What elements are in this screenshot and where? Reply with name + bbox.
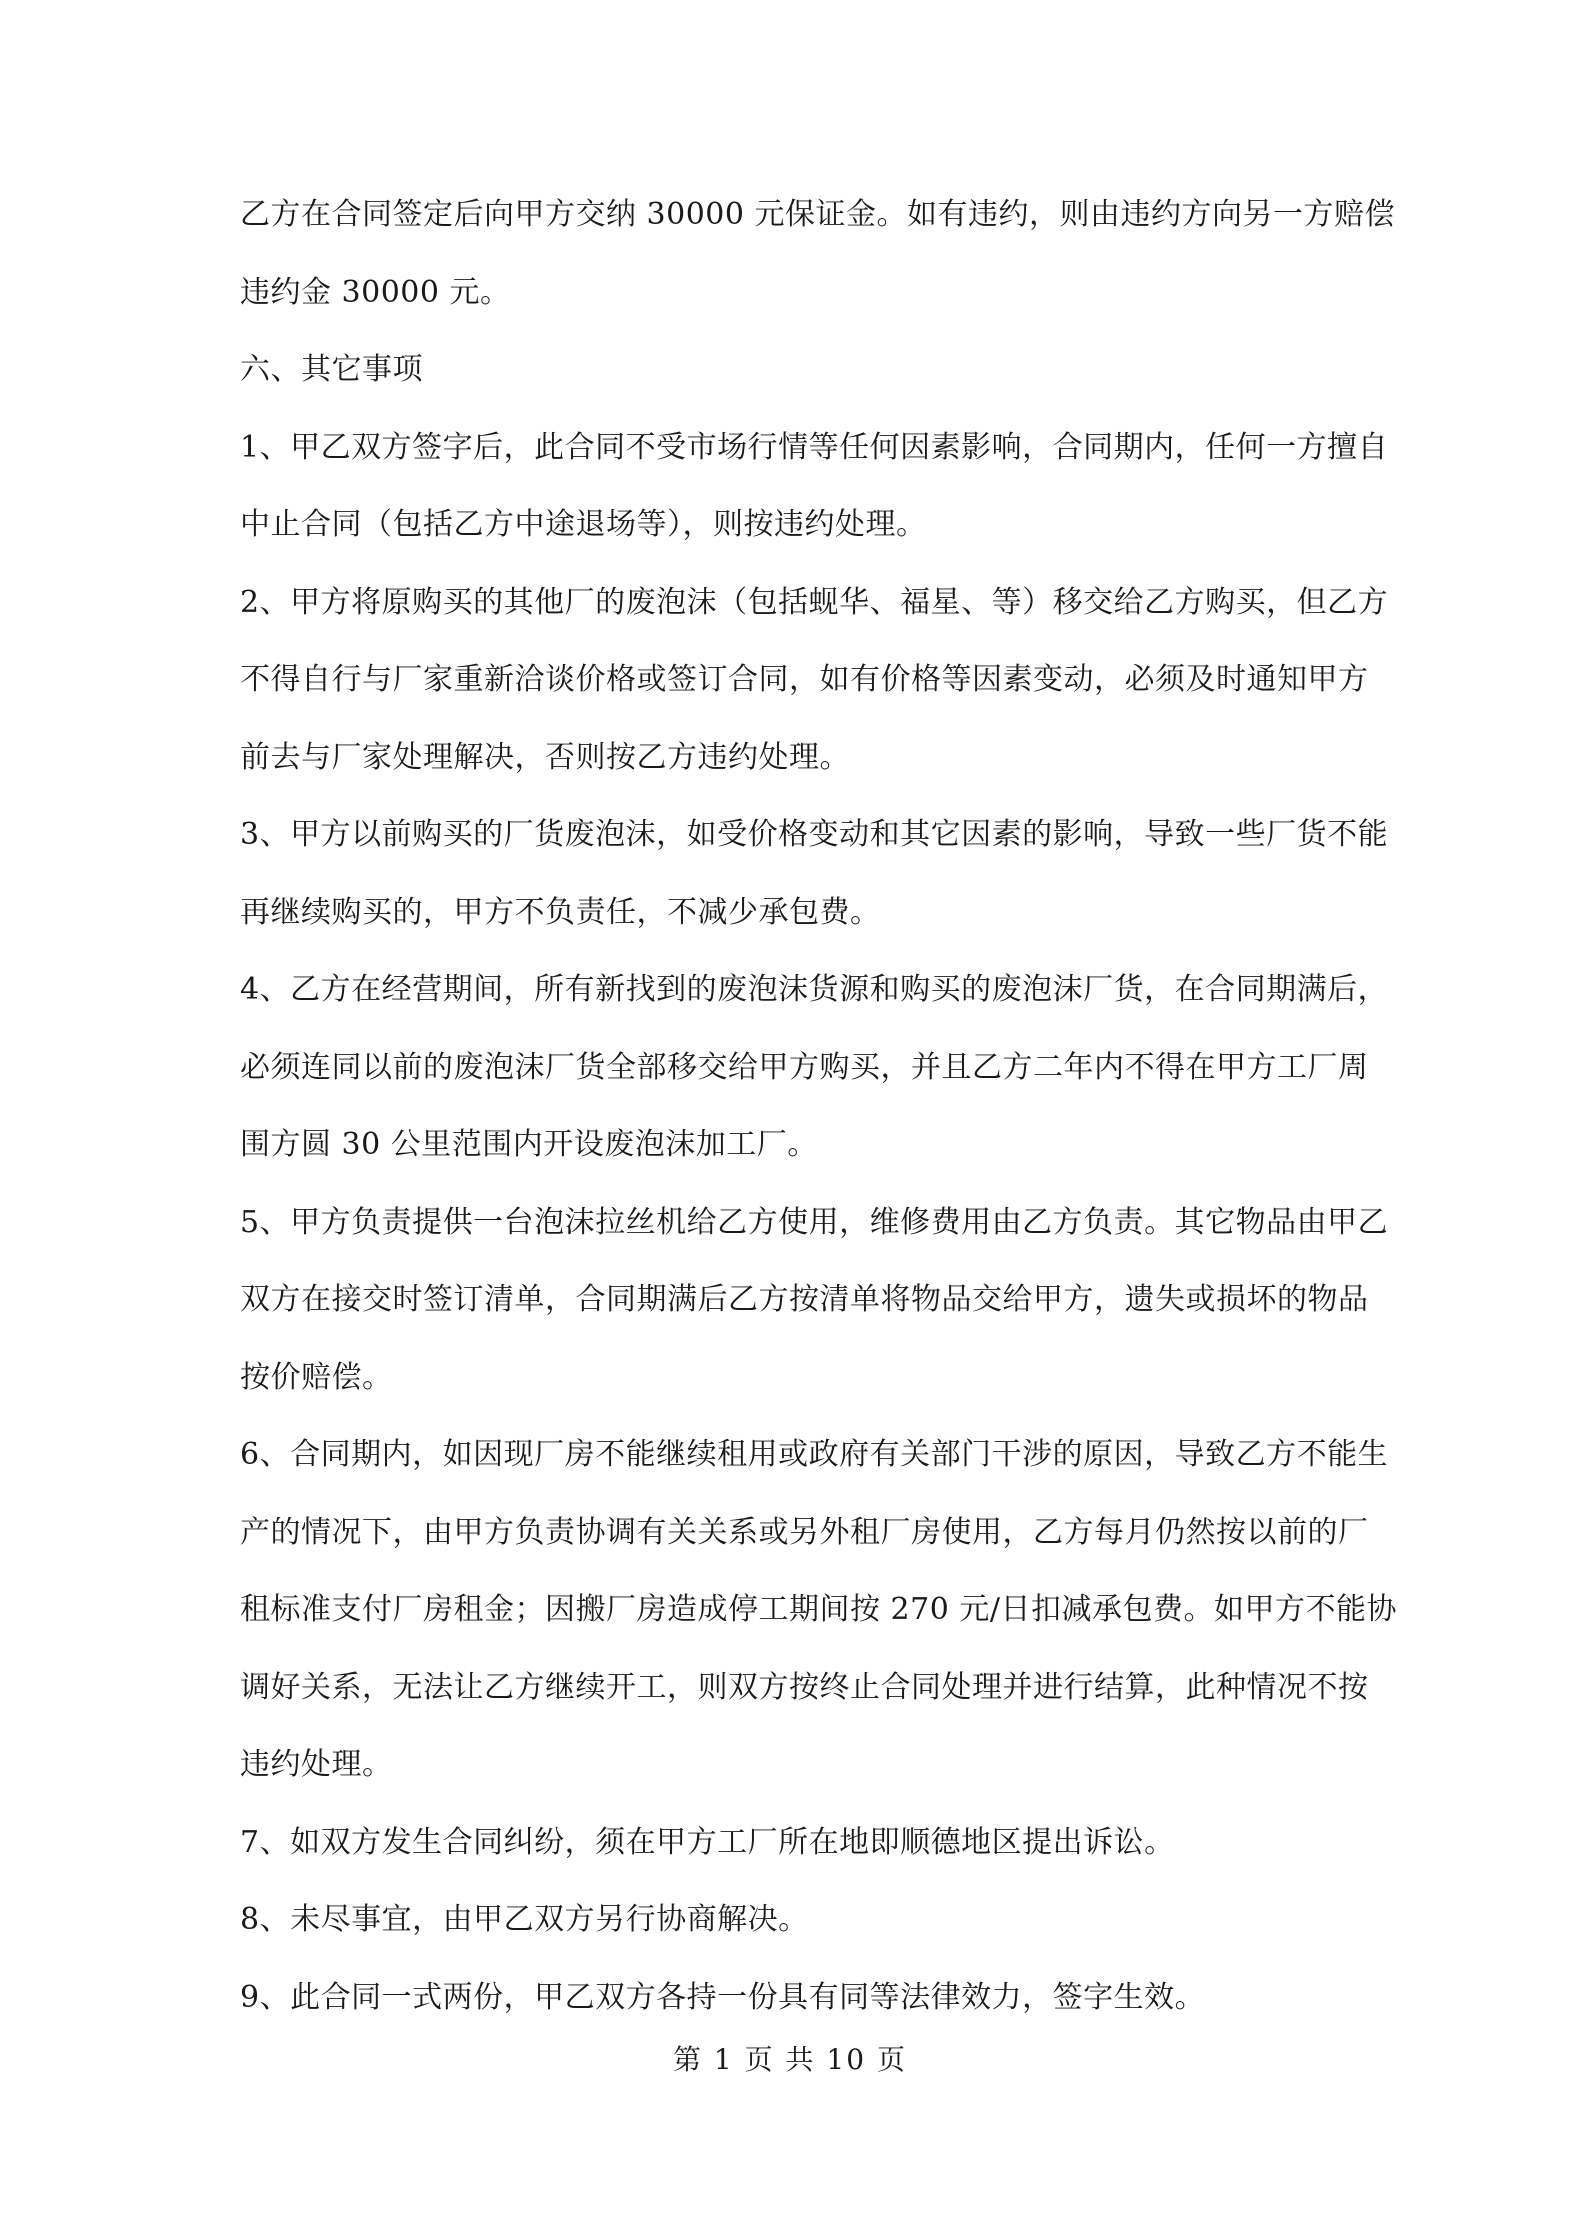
clause-1-line: 1、甲乙双方签字后，此合同不受市场行情等任何因素影响，合同期内，任何一方擅自 [240, 429, 1389, 465]
clause-7-line: 7、如双方发生合同纠纷，须在甲方工厂所在地即顺德地区提出诉讼。 [240, 1824, 1175, 1860]
clause-4-line: 4、乙方在经营期间，所有新找到的废泡沫货源和购买的废泡沫厂货，在合同期满后， [240, 972, 1389, 1007]
clause-6-line: 调好关系，无法让乙方继续开工，则双方按终止合同处理并进行结算，此种情况不按 [240, 1669, 1369, 1705]
clause-2-line: 不得自行与厂家重新洽谈价格或签订合同，如有价格等因素变动，必须及时通知甲方 [240, 662, 1369, 697]
clause-5-line: 按价赔偿。 [240, 1359, 393, 1395]
clause-3-line: 再继续购买的，甲方不负责任，不减少承包费。 [240, 894, 881, 930]
clause-6-line: 租标准支付厂房租金；因搬厂房造成停工期间按 270 元/日扣减承包费。如甲方不能协 [240, 1592, 1397, 1627]
contract-body [240, 176, 1397, 2036]
clause-6-line: 违约处理。 [240, 1747, 393, 1782]
text-line: 乙方在合同签定后向甲方交纳 30000 元保证金。如有违约，则由违约方向另一方赔偿 [240, 197, 1396, 232]
clause-1-line: 中止合同（包括乙方中途退场等），则按违约处理。 [240, 507, 927, 542]
clause-6-line: 产的情况下，由甲方负责协调有关关系或另外租厂房使用，乙方每月仍然按以前的厂 [240, 1514, 1369, 1550]
page-number-footer: 第 1 页 共 10 页 [673, 2043, 907, 2076]
clause-3-line: 3、甲方以前购买的厂货废泡沫，如受价格变动和其它因素的影响，导致一些厂货不能 [240, 817, 1389, 852]
clause-8-line: 8、未尽事宜，由甲乙双方另行协商解决。 [240, 1902, 809, 1937]
clause-9-line: 9、此合同一式两份，甲乙双方各持一份具有同等法律效力，签字生效。 [240, 1979, 1206, 2015]
clause-6-line: 6、合同期内，如因现厂房不能继续租用或政府有关部门干涉的原因，导致乙方不能生 [240, 1437, 1389, 1472]
text-line: 违约金 30000 元。 [240, 274, 511, 310]
section-heading: 六、其它事项 [240, 352, 423, 387]
clause-4-line: 围方圆 30 公里范围内开设废泡沫加工厂。 [240, 1127, 818, 1162]
clause-2-line: 前去与厂家处理解决，否则按乙方违约处理。 [240, 739, 850, 775]
clause-5-line: 5、甲方负责提供一台泡沫拉丝机给乙方使用，维修费用由乙方负责。其它物品由甲乙 [240, 1204, 1389, 1240]
clause-2-line: 2、甲方将原购买的其他厂的废泡沫（包括蚬华、福星、等）移交给乙方购买，但乙方 [240, 584, 1389, 620]
clause-5-line: 双方在接交时签订清单，合同期满后乙方按清单将物品交给甲方，遗失或损坏的物品 [240, 1282, 1369, 1317]
clause-4-line: 必须连同以前的废泡沫厂货全部移交给甲方购买，并且乙方二年内不得在甲方工厂周 [240, 1049, 1369, 1085]
